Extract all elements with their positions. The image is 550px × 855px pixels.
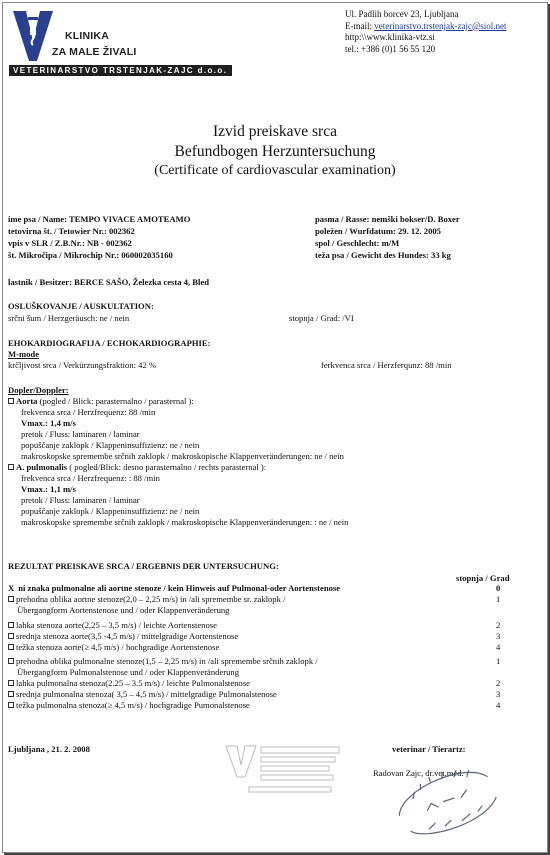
echo-heart-rate: ferkvenca srca / Herzferqunz: 88 /min: [321, 360, 452, 370]
result-grade: 1: [496, 594, 501, 604]
result-item: [8, 678, 250, 688]
aorta-view: (pogled / Blick: parasternalno / parasternal ):: [37, 396, 194, 406]
echo-heading: EHOKARDIOGRAFIJA / ECHOKARDIOGRAPHIE:: [8, 338, 211, 348]
clinic-phone: tel.: +386 (0)1 56 55 120: [345, 43, 436, 54]
result-item: [8, 620, 217, 630]
pulmonalis-title: A. pulmonalis: [16, 462, 68, 472]
clinic-stamp-icon: [223, 743, 345, 805]
breed: pasma / Rasse: nemški bokser/D. Boxer: [315, 214, 460, 224]
result-checkbox: [8, 691, 14, 697]
clinic-contact: [345, 9, 507, 55]
result-item-text: prehodna oblika pulmonalne stenoze(1,5 – 2,25 m/s) in /ali spremembe srčnih zaklopk /: [16, 656, 318, 666]
clinic-name-line1: KLINIKA: [65, 30, 109, 42]
result-item-text: srednja pulmonalna stenoza( 3,5 – 4,5 m/s) / mittelgradige Pulmonalstenose: [16, 689, 277, 699]
clinic-name-line2: ZA MALE ŽIVALI: [52, 46, 137, 58]
aorta-title: Aorta: [16, 396, 38, 406]
aorta-insufficiency: popuščanje zaklopk / Klappeninsuffizienz: ne / nein: [21, 440, 200, 450]
result-grade: 4: [496, 700, 501, 710]
document-title-de: Befundbogen Herzuntersuchung: [174, 143, 376, 160]
vet-seal-icon: [385, 761, 505, 841]
result-grade: 3: [496, 631, 501, 641]
clinic-address: Ul. Padlih borcev 23, Ljubljana: [345, 9, 459, 19]
sex: spol / Geschlecht: m/M: [315, 238, 400, 248]
vet-name: Radovan Zajc, dr.vet.med.: [373, 768, 464, 778]
result-item: [8, 631, 238, 641]
result-item: [8, 700, 250, 710]
doppler-heading: Dopler/Doppler:: [8, 385, 69, 395]
dog-name: ime psa / Name: TEMPO VIVACE AMOTEAMO: [8, 214, 191, 224]
result-checkbox: [8, 702, 14, 708]
microchip-number: št. Mikročipa / Mikrochip Nr.: 060002035160: [8, 250, 173, 260]
result-item-text: lahka stenoza aorte(2,25 – 3,5 m/s) / leichte Aortenstenose: [16, 620, 217, 630]
result-checkbox: [8, 633, 14, 639]
birth-date: poležen / Wurfdatum: 29. 12. 2005: [315, 226, 441, 236]
aorta-heart-rate: frekvenca srca / Herzfrequenz: 88 /min: [21, 407, 156, 417]
clinic-company-bar: VETERINARSTVO TRSTENJAK-ZAJC d.o.o.: [9, 65, 232, 76]
vet-label: veterinar / Tierartz:: [392, 744, 466, 754]
place-and-date: Ljubljana , 21. 2. 2008: [8, 744, 90, 754]
pulmonalis-flow: pretok / Fluss: laminaren / laminar: [21, 495, 140, 505]
result-checkbox: [8, 596, 14, 602]
clinic-email-row: [345, 21, 507, 33]
grade-column-header: stopnja / Grad: [456, 573, 510, 583]
clinic-logo: [9, 9, 232, 77]
result-item-text: težka stenoza aorte(≥ 4,5 m/s) / hochgradige Aortenstenose: [16, 642, 220, 652]
result-item: [8, 689, 277, 699]
result-grade: 1: [496, 656, 501, 666]
result-item-text: težka pulmonalna stenoza(≥ 4,5 m/s) / hochgradige Pumonalstenose: [16, 700, 250, 710]
result-checkbox: [8, 658, 14, 664]
aorta-vmax: Vmax.: 1,4 m/s: [21, 418, 76, 428]
result-item-text: lahka pulmonalna stenoza(2.25 – 3.5 m/s) / leichte Pulmonalstenose: [16, 678, 250, 688]
fractional-shortening: krčljivost srca / Verkürzungsfraktion: 42 %: [8, 360, 157, 370]
result-item: [8, 594, 285, 604]
registry-number: vpis v SLR / Z.B.Nr.: NB - 002362: [8, 238, 132, 248]
result-item-continuation: Übergangform Aortenstenose und / oder Klappenveränderung: [17, 605, 230, 615]
result-item: [8, 583, 340, 593]
email-label: E-mail:: [345, 20, 375, 31]
result-item: [8, 642, 219, 652]
document-title-sl: Izvid preiskave srca: [213, 123, 337, 140]
aorta-macroscopic: makroskopske spremembe srčnih zaklopk / makroskopische Klappenveränderungen: ne / nein: [21, 451, 344, 461]
heart-murmur: [8, 313, 129, 323]
weight: teža psa / Gewicht des Hundes: 33 kg: [315, 250, 451, 260]
result-item-text: srednja stenoza aorte(3,5 -4,5 m/s) / mittelgradige Aortenstenose: [16, 631, 239, 641]
document-title-en: (Certificate of cardiovascular examination): [154, 163, 396, 178]
pulmonalis-checkbox: [8, 464, 14, 470]
aorta-checkbox: [8, 398, 14, 404]
auscultation-heading: OSLUŠKOVANJE / AUSKULTATION:: [8, 301, 154, 311]
aorta-row: [8, 396, 194, 406]
certificate-page: [2, 2, 548, 853]
mmode-heading: M-mode: [8, 349, 40, 359]
result-grade: 2: [496, 678, 501, 688]
result-grade: 2: [496, 620, 501, 630]
result-item-continuation: Übergangform Pulmonalstenose und / oder Klappenveränderung: [17, 667, 240, 677]
result-grade: 0: [496, 583, 501, 593]
tattoo-number: tetovirna št. / Tetowier Nr.: 002362: [8, 226, 135, 236]
aorta-flow: pretok / Fluss: laminaren / laminar: [21, 429, 140, 439]
pulmonalis-view: ( pogled/Blick: desno parasternalno / rechts parasternal ):: [67, 462, 267, 472]
murmur-grade: stopnja / Grad: /VI: [289, 313, 354, 323]
selected-mark: X: [8, 583, 15, 593]
result-grade: 4: [496, 642, 501, 652]
clinic-website[interactable]: http:\\www.klinika-vtz.si: [345, 32, 435, 43]
pulmonalis-macroscopic: makroskopske spremembe srčnih zaklopk / makroskopische Klappenveränderungen: : ne / nein: [21, 517, 349, 527]
result-heading: REZULTAT PREISKAVE SRCA / ERGEBNIS DER UNTERSUCHUNG:: [8, 561, 279, 571]
result-item-text: ni znaka pulmonalne ali aortne stenoze / kein Hinweis auf Pulmonal-oder Aortenstenose: [18, 583, 341, 593]
result-checkbox: [8, 622, 14, 628]
pulmonalis-row: [8, 462, 266, 472]
pulmonalis-insufficiency: popuščanje zaklopk / Klappeninsuffizienz: ne / nein: [21, 506, 200, 516]
result-grade: 3: [496, 689, 501, 699]
owner: lastnik / Besitzer: BERCE SAŠO, Železka cesta 4, Bled: [8, 277, 209, 287]
result-item-text: prehodna oblika aortne stenoze(2,0 – 2,25 m/s) in /ali spremembe sr. zaklopk /: [16, 594, 286, 604]
heart-murmur-text: srčni šum / Herzgeräusch: ne / nein: [8, 313, 130, 323]
email-link[interactable]: veterinarstvo.trstenjak-zajc@siol.net: [374, 20, 507, 31]
result-checkbox: [8, 680, 14, 686]
pulmonalis-vmax: Vmax.: 1,1 m/s: [21, 484, 76, 494]
pulmonalis-heart-rate: frekvenca srca / Herzfrequenz: : 88 /min: [21, 473, 160, 483]
result-item: [8, 656, 318, 666]
clinic-logo-mark-icon: [13, 11, 53, 63]
result-checkbox: [8, 644, 14, 650]
